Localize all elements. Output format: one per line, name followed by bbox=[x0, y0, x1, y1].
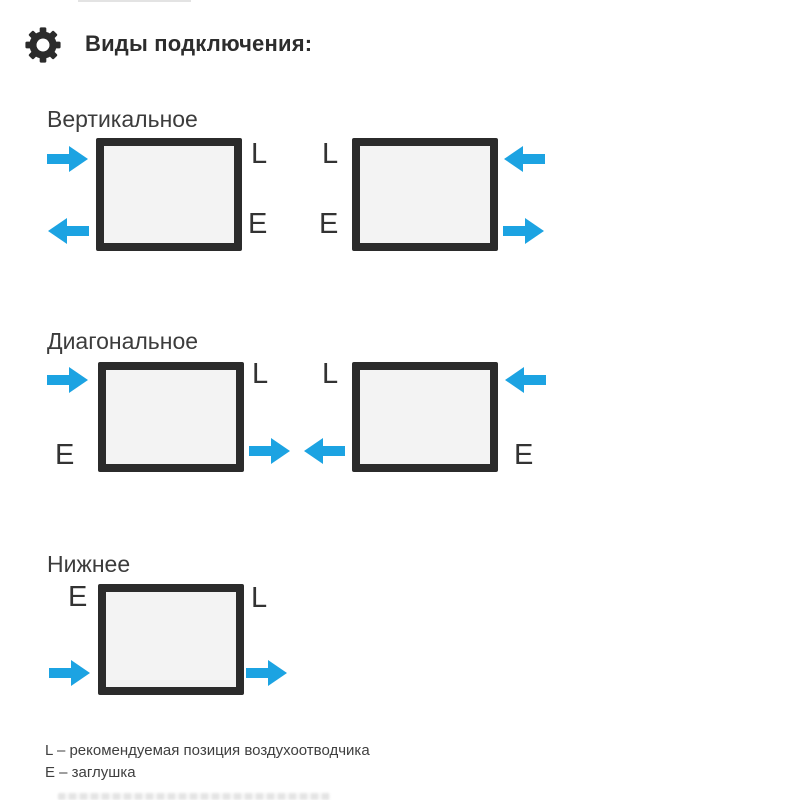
page-title: Виды подключения: bbox=[85, 31, 313, 56]
radiator-panel bbox=[352, 138, 498, 251]
flow-in-arrow bbox=[47, 145, 89, 173]
flow-out-arrow bbox=[249, 437, 291, 465]
section-heading-bottom: Нижнее bbox=[47, 551, 131, 577]
radiator-panel bbox=[352, 362, 498, 472]
plug-label: E bbox=[248, 208, 268, 240]
radiator-panel bbox=[98, 362, 244, 472]
flow-in-arrow bbox=[47, 366, 89, 394]
legend-air-vent: L – рекомендуемая позиция воздухоотводчика bbox=[45, 742, 370, 759]
flow-out-arrow bbox=[303, 437, 345, 465]
radiator-panel bbox=[98, 584, 244, 695]
section-heading-diagonal: Диагональное bbox=[47, 328, 199, 354]
flow-out-arrow bbox=[47, 217, 89, 245]
plug-label: E bbox=[514, 439, 534, 471]
cropped-content-top bbox=[78, 0, 191, 2]
gear-icon bbox=[24, 26, 62, 64]
plug-label: E bbox=[319, 208, 339, 240]
air-vent-label: L bbox=[322, 138, 339, 170]
flow-in-arrow bbox=[503, 145, 545, 173]
air-vent-label: L bbox=[322, 358, 339, 390]
air-vent-label: L bbox=[251, 138, 268, 170]
air-vent-label: L bbox=[252, 358, 269, 390]
flow-in-arrow bbox=[504, 366, 546, 394]
radiator-panel bbox=[96, 138, 242, 251]
legend-plug: E – заглушка bbox=[45, 764, 136, 781]
air-vent-label: L bbox=[251, 582, 268, 614]
plug-label: E bbox=[68, 581, 88, 613]
flow-in-arrow bbox=[49, 659, 91, 687]
section-heading-vertical: Вертикальное bbox=[47, 106, 198, 132]
flow-out-arrow bbox=[503, 217, 545, 245]
plug-label: E bbox=[55, 439, 75, 471]
flow-out-arrow bbox=[246, 659, 288, 687]
cropped-content-bottom bbox=[58, 793, 330, 800]
